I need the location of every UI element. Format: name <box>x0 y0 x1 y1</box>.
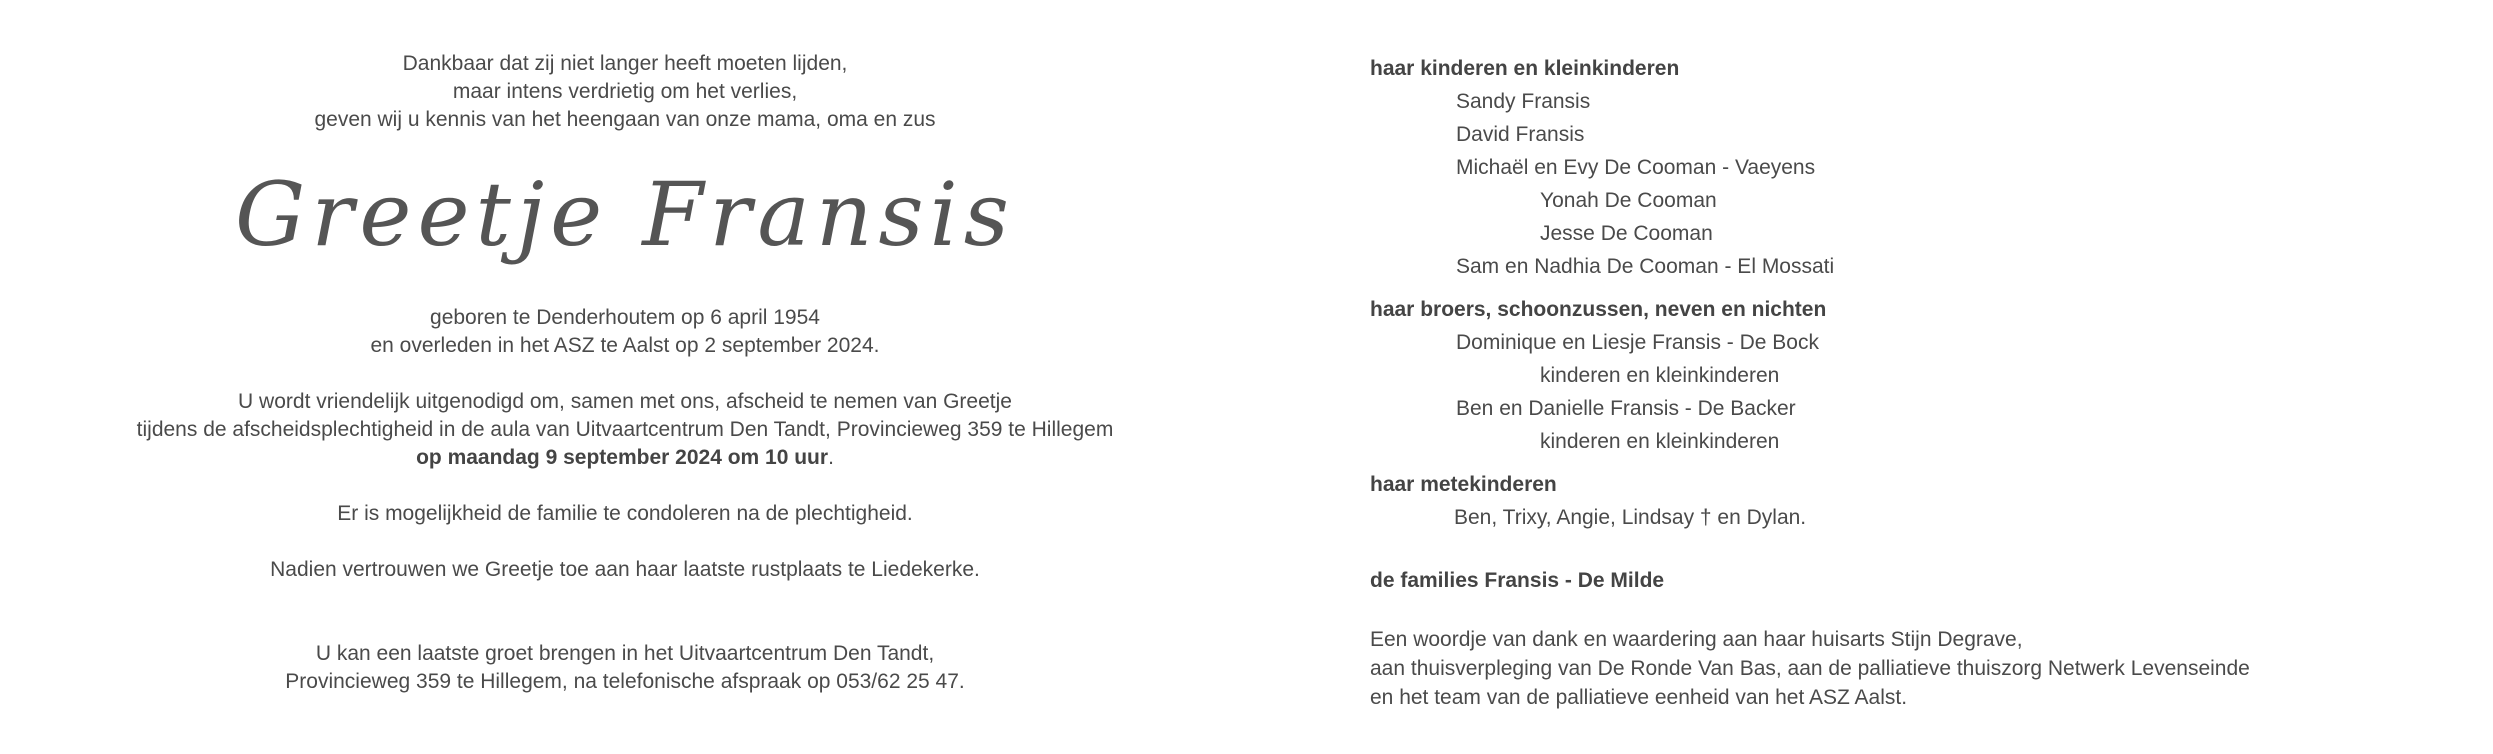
ceremony-date: op maandag 9 september 2024 om 10 uur <box>416 446 829 469</box>
child-entry: Sam en Nadhia De Cooman - El Mossati <box>1456 255 1835 278</box>
sibling-kids-entry: kinderen en kleinkinderen <box>1540 364 1780 387</box>
grandchild-entry: Yonah De Cooman <box>1540 189 1717 212</box>
families-title: de families Fransis - De Milde <box>1370 569 1665 592</box>
intro-line: Dankbaar dat zij niet langer heeft moeten lijden, <box>402 52 848 75</box>
invitation-line: tijdens de afscheidsplechtigheid in de aula van Uitvaartcentrum Den Tandt, Provincieweg 359 te Hillegem <box>136 418 1114 441</box>
visit-line: U kan een laatste groet brengen in het Uitvaartcentrum Den Tandt, <box>315 642 935 665</box>
child-entry: Michaël en Evy De Cooman - Vaeyens <box>1456 156 1816 179</box>
death-line: en overleden in het ASZ te Aalst op 2 september 2024. <box>370 334 880 357</box>
sibling-entry: Ben en Danielle Fransis - De Backer <box>1456 397 1796 420</box>
grandchild-entry: Jesse De Cooman <box>1540 222 1713 245</box>
thanks-line: aan thuisverpleging van De Ronde Van Bas, aan de palliatieve thuiszorg Netwerk Levenseinde <box>1370 657 2250 680</box>
ceremony-date-line <box>0 444 1250 472</box>
burial-text: Nadien vertrouwen we Greetje toe aan haar laatste rustplaats te Liedekerke. <box>270 558 980 581</box>
children-title: haar kinderen en kleinkinderen <box>1370 57 1680 80</box>
deceased-name: Greetje Fransis <box>235 163 1015 266</box>
child-entry: Sandy Fransis <box>1456 90 1591 113</box>
sibling-entry: Dominique en Liesje Fransis - De Bock <box>1456 331 1819 354</box>
thanks-line: en het team van de palliatieve eenheid van het ASZ Aalst. <box>1370 686 1908 709</box>
family-right-column <box>1370 52 2470 712</box>
intro-line: geven wij u kennis van het heengaan van onze mama, oma en zus <box>314 108 936 131</box>
announcement-left-column <box>0 50 1250 696</box>
ceremony-date-suffix: . <box>828 446 834 469</box>
birth-line: geboren te Denderhoutem op 6 april 1954 <box>430 306 820 329</box>
foster-children-list: Ben, Trixy, Angie, Lindsay † en Dylan. <box>1454 506 1807 529</box>
child-entry: David Fransis <box>1456 123 1585 146</box>
foster-children-title: haar metekinderen <box>1370 473 1557 496</box>
invitation-line: U wordt vriendelijk uitgenodigd om, samen met ons, afscheid te nemen van Greetje <box>238 390 1012 413</box>
siblings-title: haar broers, schoonzussen, neven en nichten <box>1370 298 1827 321</box>
visit-line: Provincieweg 359 te Hillegem, na telefonische afspraak op 053/62 25 47. <box>285 670 965 693</box>
intro-line: maar intens verdrietig om het verlies, <box>452 80 798 103</box>
sibling-kids-entry: kinderen en kleinkinderen <box>1540 430 1780 453</box>
condolence-text: Er is mogelijkheid de familie te condoleren na de plechtigheid. <box>337 502 913 525</box>
thanks-line: Een woordje van dank en waardering aan haar huisarts Stijn Degrave, <box>1370 628 2023 651</box>
